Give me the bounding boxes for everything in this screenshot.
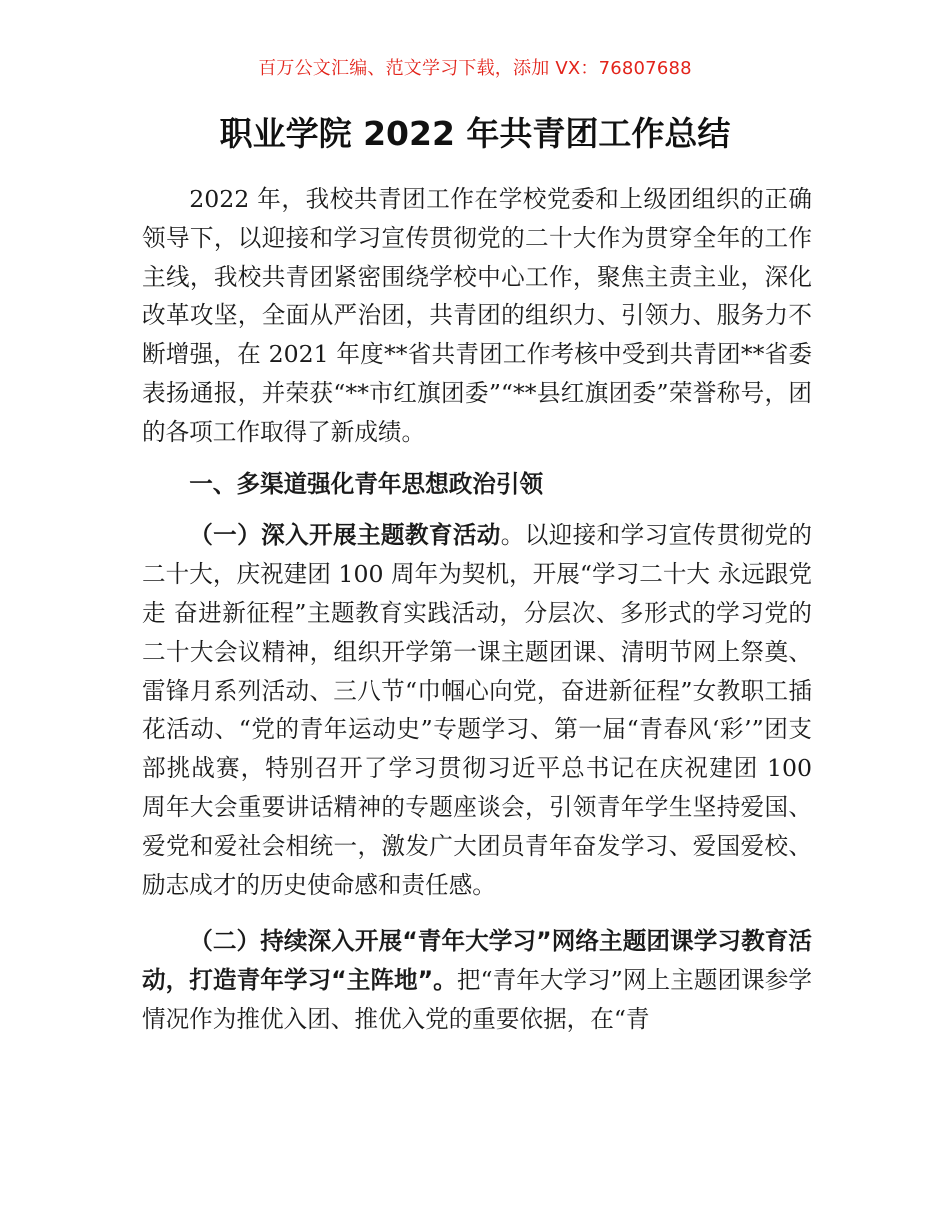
item-paragraph bbox=[142, 516, 812, 904]
item-lead: （二）持续深入开展“青年大学习”网络主题团课学习教育活动，打造青年学习“主阵地”。 bbox=[142, 927, 812, 995]
document-body bbox=[142, 180, 812, 1039]
item-lead: （一）深入开展主题教育活动 bbox=[189, 521, 501, 550]
document-title: 职业学院 2022 年共青团工作总结 bbox=[219, 114, 731, 153]
item-body: 把“青年大学习”网上主题团课参学情况作为推优入团、推优入党的重要依据，在“青 bbox=[142, 966, 812, 1033]
item-paragraph bbox=[142, 922, 812, 1038]
intro-paragraph: 2022 年，我校共青团工作在学校党委和上级团组织的正确领导下，以迎接和学习宣传贯彻党的二十大作为贯穿全年的工作主线，我校共青团紧密围绕学校中心工作，聚焦主责主业，深化改革攻坚，全面从严治团，共青团的组织力、引领力、服务力不断增强，在 2021 年度**省共青团工作考核中受到共青团**省委表扬通报，并荣获“**市红旗团委”“**县红旗团委”荣誉称号，团的各项工作取得了新成绩。 bbox=[142, 185, 812, 446]
item-body: 。以迎接和学习宣传贯彻党的二十大，庆祝建团 100 周年为契机，开展“学习二十大 永远跟党走 奋进新征程”主题教育实践活动，分层次、多形式的学习党的二十大会议精神，组织开学第一课主题团课、清明节网上祭奠、雷锋月系列活动、三八节“巾帼心向党，奋进新征程”女教职工插花活动、“党的青年运动史”专题学习、第一届“青春风‘彩’”团支部挑战赛，特别召开了学习贯彻习近平总书记在庆祝建团 100 周年大会重要讲话精神的专题座谈会，引领青年学生坚持爱国、爱党和爱社会相统一，激发广大团员青年奋发学习、爱国爱校、励志成才的历史使命感和责任感。 bbox=[142, 521, 812, 899]
header-ad-banner: 百万公文汇编、范文学习下载，添加 VX：76807688 bbox=[258, 58, 692, 79]
section-heading: 一、多渠道强化青年思想政治引领 bbox=[189, 469, 544, 498]
